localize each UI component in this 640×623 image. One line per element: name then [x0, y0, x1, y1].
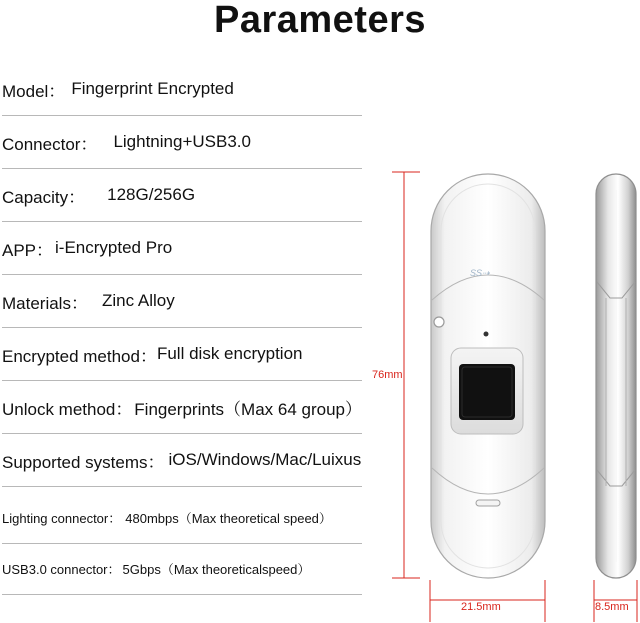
spec-value: 480mbps（Max theoretical speed） [125, 510, 332, 526]
spec-label: Supported systems： [2, 452, 165, 472]
width-dimension-label: 21.5mm [461, 601, 501, 613]
spec-value: iOS/Windows/Mac/Luixus [168, 450, 362, 469]
spec-label: Model： [2, 81, 66, 101]
spec-label: Encrypted method： [2, 346, 157, 366]
height-dimension-label: 76mm [372, 369, 403, 381]
spec-label: Unlock method： [2, 399, 133, 419]
spec-label: APP： [2, 240, 54, 260]
spec-label: USB3.0 connector： [2, 561, 121, 577]
fingerprint-sensor-icon [459, 364, 515, 420]
depth-dimension-label: 8.5mm [595, 601, 629, 613]
spec-label: Connector： [2, 134, 98, 154]
spec-value: Lightning+USB3.0 [113, 132, 251, 151]
drive-side-view [596, 174, 636, 578]
spec-value: 5Gbps（Max theoreticalspeed） [122, 561, 311, 577]
spec-value: Zinc Alloy [101, 291, 175, 310]
page-title: Parameters [213, 0, 427, 41]
spec-value: Fingerprint Encrypted [71, 79, 234, 98]
drive-front-view [431, 174, 545, 578]
spec-value: 128G/256G [107, 185, 196, 204]
spec-value: i-Encrypted Pro [55, 238, 173, 257]
spec-label: Materials： [2, 293, 88, 313]
spec-label: Lighting connector： [2, 510, 122, 526]
led-indicator-icon [484, 332, 489, 337]
ss-usb-icon: SS⇢ [470, 268, 490, 278]
spec-value: Fingerprints（Max 64 group） [134, 399, 362, 419]
spec-value: Full disk encryption [156, 344, 303, 363]
lanyard-hole-icon [434, 317, 444, 327]
spec-label: Capacity： [2, 187, 86, 207]
